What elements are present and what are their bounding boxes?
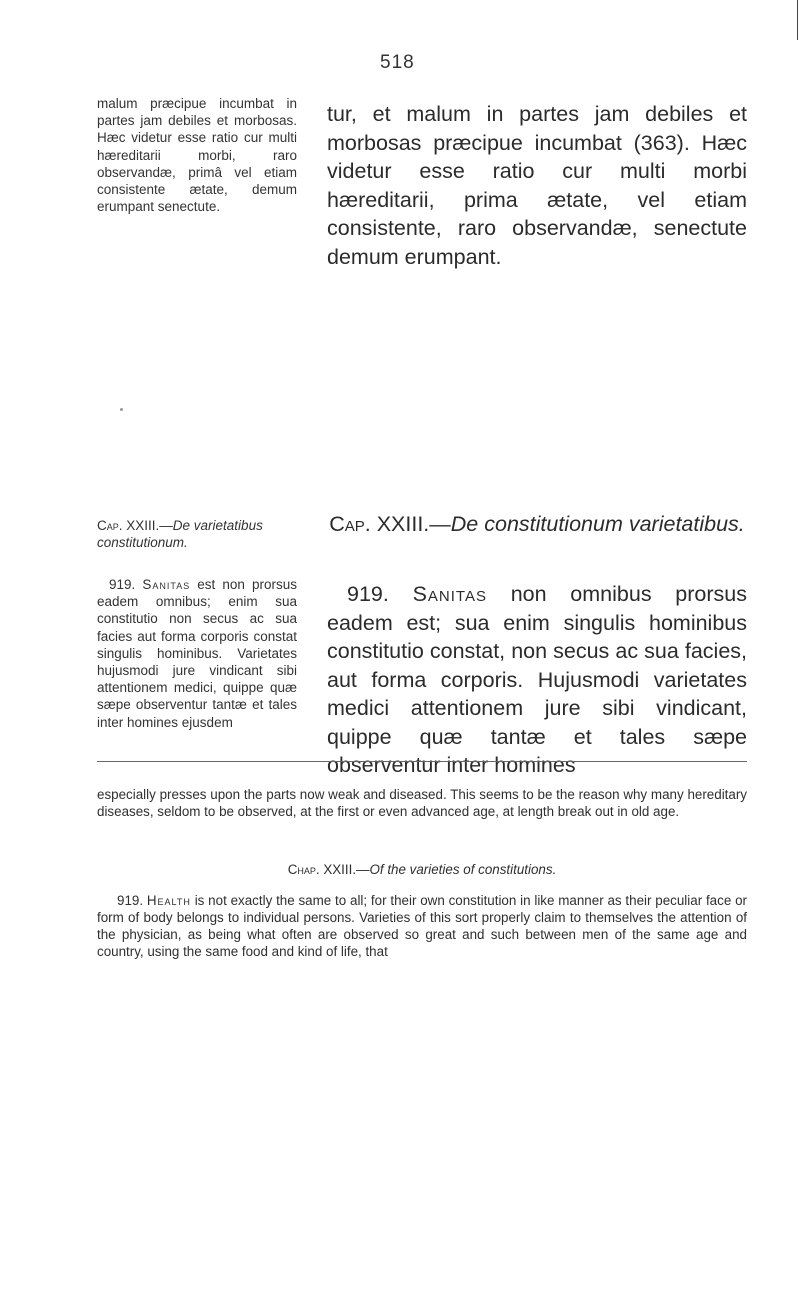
main-chapter-title: De constitutionum varietatibus. <box>450 512 745 536</box>
main-paragraph-919 <box>327 580 747 780</box>
side-top-text: malum præcipue incumbat in partes jam debiles et morbosas. Hæc videtur esse ratio cur multi hæreditarii morbi, raro observandæ, primâ vel etiam consistente ætate, demum erumpant senectute. <box>97 96 297 215</box>
side-919-text: est non prorsus eadem omnibus; enim sua constitutio non secus ac sua facies aut forma corporis constat singulis hominibus. Varietates hujusmodi jure vindicant sibi attentionem medici, quippe quæ sæpe observentur tantæ et tales inter homines ejusdem <box>97 577 297 730</box>
translation-top-text: especially presses upon the parts now weak and diseased. This seems to be the reason why many hereditary diseases, seldom to be observed, at the first or even advanced age, at length break out in old age. <box>97 787 747 819</box>
side-919-number: 919. <box>109 577 143 592</box>
translation-chapter-label: Chap. XXIII.— <box>287 862 370 877</box>
translation-919-text: is not exactly the same to all; for their own constitution in like manner as their peculiar face or form of body belongs to individual persons. Varieties of this sort properly claim to themselves the attention of the physician, as being what often are observed so great and such between men of the same age and country, using the same food and kind of life, that <box>97 893 747 959</box>
translation-919-smallcaps: Health <box>146 893 191 908</box>
side-919-smallcaps: Sanitas <box>142 577 191 592</box>
main-919-number: 919. <box>347 582 413 606</box>
main-top-text: tur, et malum in partes jam debiles et morbosas præcipue incumbat (363). Hæc videtur esse ratio cur multi morbi hæreditarii, prima ætate, vel etiam consistente, raro observandæ, senectute demum erumpant. <box>327 102 747 269</box>
main-paragraph-top <box>327 100 747 271</box>
main-chapter-heading <box>327 510 747 539</box>
main-919-smallcaps: Sanitas <box>412 582 487 606</box>
translation-paragraph-919 <box>97 892 747 960</box>
translation-chapter-heading <box>97 861 747 878</box>
side-paragraph-919 <box>97 576 297 731</box>
side-chapter-heading <box>97 517 297 551</box>
main-919-text: non omnibus prorsus eadem est; sua enim singulis hominibus constitutio constat, non secus ac sua facies, aut forma corporis. Hujusmodi varietates medici attentionem jure sibi vindicant, quippe quæ tantæ et tales sæpe observentur inter homines <box>327 582 747 777</box>
section-divider <box>97 761 747 762</box>
page-number: 518 <box>380 52 415 73</box>
side-chapter-label: Cap. XXIII.— <box>97 518 173 533</box>
ink-speck <box>120 408 123 411</box>
translation-919-number: 919. <box>117 893 147 908</box>
main-chapter-label: Cap. XXIII.— <box>329 512 451 536</box>
translation-paragraph-top <box>97 786 747 820</box>
page-edge-line <box>797 0 798 40</box>
side-chapter-title: De varietatibus constitutionum. <box>97 518 263 551</box>
side-paragraph-top <box>97 95 297 215</box>
translation-chapter-title: Of the varieties of constitutions. <box>369 862 557 877</box>
